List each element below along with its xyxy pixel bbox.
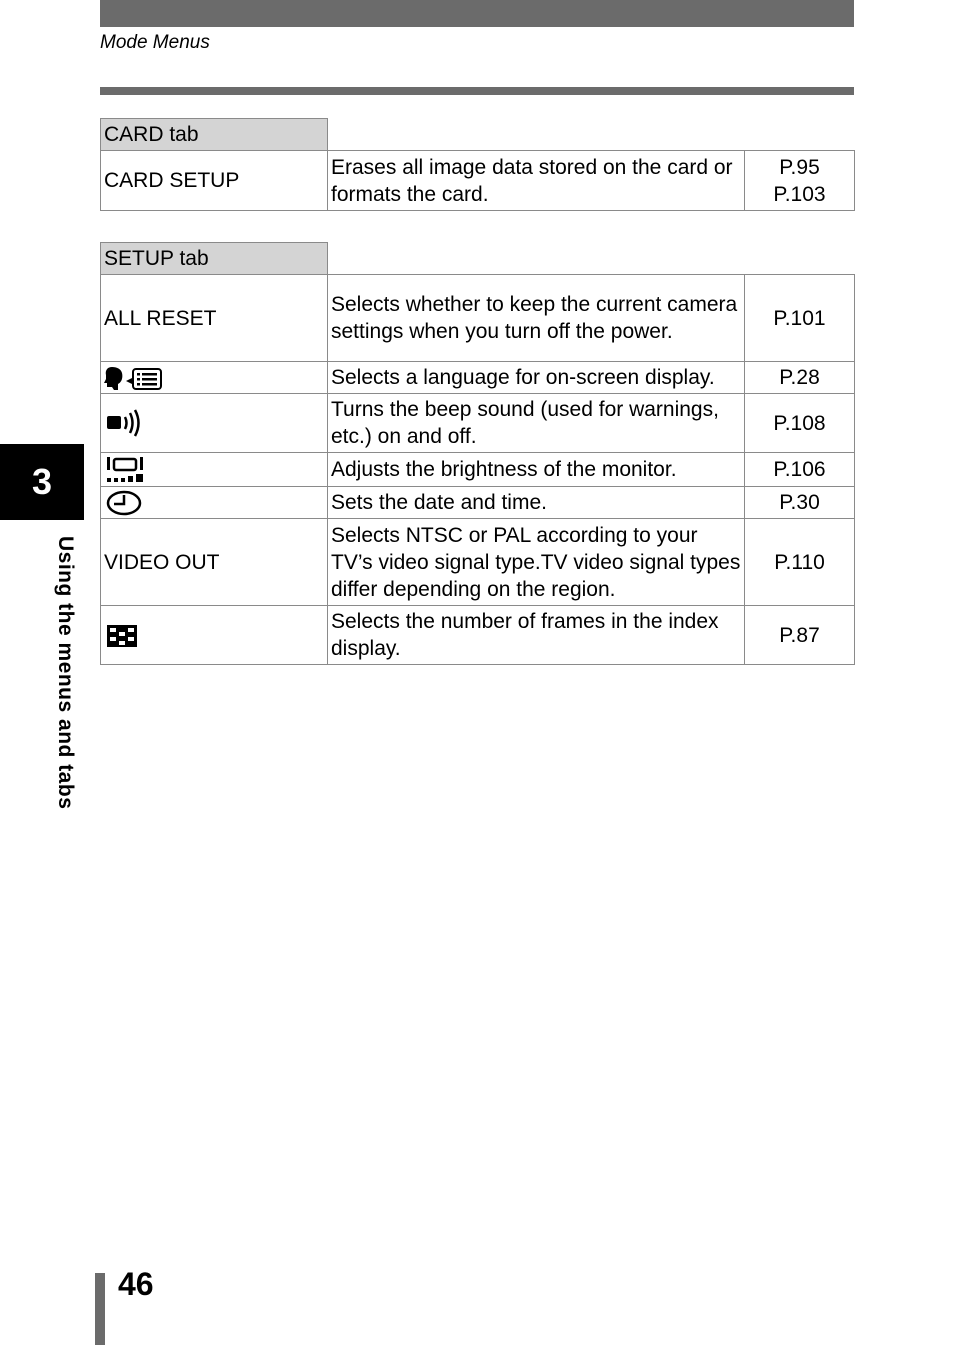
item-description: Selects the number of frames in the index display. [328, 606, 745, 665]
setup-tab-table [100, 242, 855, 665]
table-row [101, 453, 855, 486]
section-title: Mode Menus [100, 32, 210, 53]
page-reference: P.101 [745, 275, 855, 362]
index-display-icon [104, 623, 138, 649]
table-row [101, 519, 855, 606]
header-rule [100, 87, 854, 95]
item-label: ALL RESET [101, 275, 328, 362]
item-label: VIDEO OUT [101, 519, 328, 606]
card-tab-table [100, 118, 855, 211]
chapter-title: Using the menus and tabs [54, 536, 77, 810]
table-row [101, 362, 855, 394]
header-bar [100, 0, 854, 27]
page-reference: P.30 [745, 486, 855, 518]
page-reference: P.110 [745, 519, 855, 606]
item-icon-cell [101, 486, 328, 518]
item-icon-cell [101, 362, 328, 394]
page-reference: P.106 [745, 453, 855, 486]
setup-tab-title: SETUP tab [101, 243, 328, 275]
item-icon-cell [101, 394, 328, 453]
item-description: Sets the date and time. [328, 486, 745, 518]
item-description: Erases all image data stored on the card or formats the card. [328, 151, 745, 211]
table-row [101, 151, 855, 211]
beep-sound-icon [104, 408, 144, 438]
item-icon-cell [101, 453, 328, 486]
table-row [101, 486, 855, 518]
page-number: 46 [118, 1266, 154, 1302]
item-description: Selects whether to keep the current camera settings when you turn off the power. [328, 275, 745, 362]
page-reference: P.87 [745, 606, 855, 665]
clock-icon [104, 490, 144, 516]
item-description: Turns the beep sound (used for warnings, etc.) on and off. [328, 394, 745, 453]
language-icon [104, 365, 168, 391]
monitor-brightness-icon [104, 456, 148, 484]
item-label: CARD SETUP [101, 151, 328, 211]
page-reference: P.28 [745, 362, 855, 394]
table-row [101, 275, 855, 362]
page-number-bar [95, 1273, 105, 1345]
item-icon-cell [101, 606, 328, 665]
chapter-number-tab: 3 [0, 444, 84, 520]
card-tab-title: CARD tab [101, 119, 328, 151]
item-description: Selects NTSC or PAL according to your TV’s video signal type.TV video signal types differ depending on the region. [328, 519, 745, 606]
item-description: Selects a language for on-screen display. [328, 362, 745, 394]
item-description: Adjusts the brightness of the monitor. [328, 453, 745, 486]
page-reference: P.108 [745, 394, 855, 453]
page-reference: P.95 P.103 [745, 151, 855, 211]
table-row [101, 606, 855, 665]
table-row [101, 394, 855, 453]
